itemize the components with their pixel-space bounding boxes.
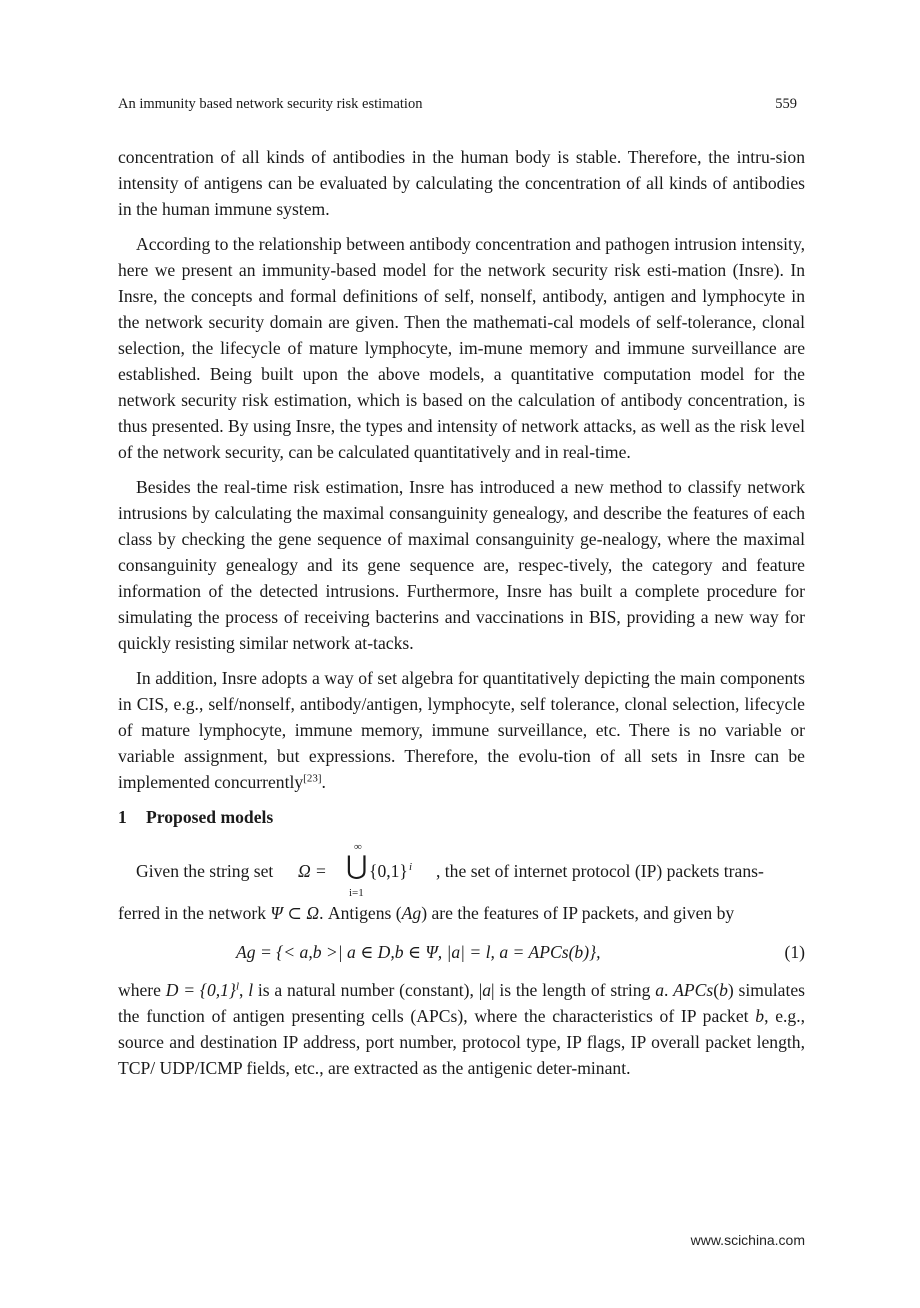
p6-r5: ( (713, 980, 720, 1000)
string-set-definition (118, 834, 805, 900)
section-heading (118, 804, 805, 830)
paragraph-4-text: In addition, Insre adopts a way of set algebra for quantitatively depicting the main components in CIS, e.g., self/nonself, antibody/antigen, lymphocyte, self tolerance, clonal selection, lifecycle of mature lymphocyte, immune memory, immune surveillance, etc. There is no variable or variable assignment, but expressions. Therefore, the evolu-tion of all sets in Insre can be implemented concurrently (118, 668, 805, 792)
paragraph-4-end: . (321, 772, 326, 792)
journal-url[interactable]: www.scichina.com (690, 1232, 805, 1248)
b-symbol: b (719, 980, 728, 1000)
big-union-symbol: ⋃ (346, 851, 368, 880)
equation-1-number: (1) (784, 942, 805, 962)
a-symbol: a (482, 980, 492, 1000)
paragraph-5 (118, 900, 805, 926)
running-title: An immunity based network security risk estimation (118, 96, 423, 112)
binary-set: {0,1} (369, 861, 408, 881)
p5-text-c: ) are the features of IP packets, and given by (421, 903, 735, 923)
equation-1 (118, 935, 805, 969)
a-symbol-2: a (655, 980, 664, 1000)
running-header (118, 96, 797, 116)
d-set: D = {0,1} (165, 980, 236, 1000)
p6-where: where (118, 980, 166, 1000)
given-trail: , the set of internet protocol (IP) packets trans- (436, 861, 764, 881)
paragraph-2: According to the relationship between antibody concentration and pathogen intrusion intensity, here we present an immunity-based model for the network security risk esti-mation (Insre). In Insre, the concepts and formal definitions of self, nonself, antibody, antigen and lymphocyte in the network security domain are given. Then the mathemati-cal models of self-tolerance, clonal selection, the lifecycle of mature lymphocyte, im-mune memory and immune surveillance are established. Being built upon the above models, a quantitative computation model for the network security risk estimation, which is based on the calculation of antibody concentration, is thus presented. By using Insre, the types and intensity of network attacks, as well as the risk level of the network security, can be calculated quantitatively and in real-time. (118, 234, 805, 462)
page-number: 559 (775, 96, 797, 112)
d-exponent: l (235, 980, 240, 993)
citation-23: [23] (303, 772, 322, 785)
p6-r3: | is the length of string (491, 980, 656, 1000)
paragraph-4 (118, 665, 805, 795)
p5-text-a: ferred in the network (118, 903, 271, 923)
b-symbol-2: b (755, 1006, 765, 1026)
l-symbol: l (248, 980, 254, 1000)
psi-subset-omega: Ψ ⊂ Ω (270, 903, 320, 923)
ag-symbol: Ag (401, 903, 422, 923)
given-lead: Given the string set (136, 861, 274, 881)
p6-r6: ) simulates the function of antigen presenting cells (APCs), where the characteristics of IP packet (118, 980, 806, 1026)
article-body (118, 144, 805, 1090)
p6-r2: is a natural number (constant), | (253, 980, 483, 1000)
paragraph-6 (118, 977, 805, 1081)
equation-1-formula: Ag = {< a,b >| a ∈ D,b ∈ Ψ, |a| = l, a = APCs(b)}, (236, 942, 601, 962)
exponent-i: i (409, 861, 413, 873)
p5-text-b: . Antigens ( (319, 903, 402, 923)
p6-r7: , e.g., source and destination IP address, port number, protocol type, IP flags, IP overall packet length, TCP/ UDP/ICMP fields, etc., are extracted as the antigenic deter-minant. (118, 1006, 805, 1078)
union-lower-index: i=1 (349, 887, 364, 899)
p6-r4: . (663, 980, 674, 1000)
section-title: Proposed models (146, 807, 274, 827)
omega-symbol: Ω (298, 861, 311, 881)
infinity-superscript: ∞ (354, 841, 362, 853)
equals-sign: = (316, 861, 326, 881)
section-number: 1 (118, 807, 127, 827)
union-formula (298, 834, 413, 900)
paragraph-3: Besides the real-time risk estimation, Insre has introduced a new method to classify network intrusions by calculating the maximal consanguinity genealogy, and describe the features of each class by checking the gene sequence of maximal consanguinity ge-nealogy, where the maximal consanguinity genealogy and its gene sequence are, respec-tively, the category and feature information of the detected intrusions. Furthermore, Insre has built a complete procedure for simulating the process of receiving bacterins and vaccinations in BIS, providing a new way for quickly resisting similar network at-tacks. (118, 477, 805, 653)
p6-r1: , (239, 980, 249, 1000)
apcs-symbol: APCs (673, 980, 714, 1000)
paragraph-1: concentration of all kinds of antibodies in the human body is stable. Therefore, the intru-sion intensity of antigens can be evaluated by calculating the concentration of all kinds of antibodies in the human immune system. (118, 147, 805, 219)
